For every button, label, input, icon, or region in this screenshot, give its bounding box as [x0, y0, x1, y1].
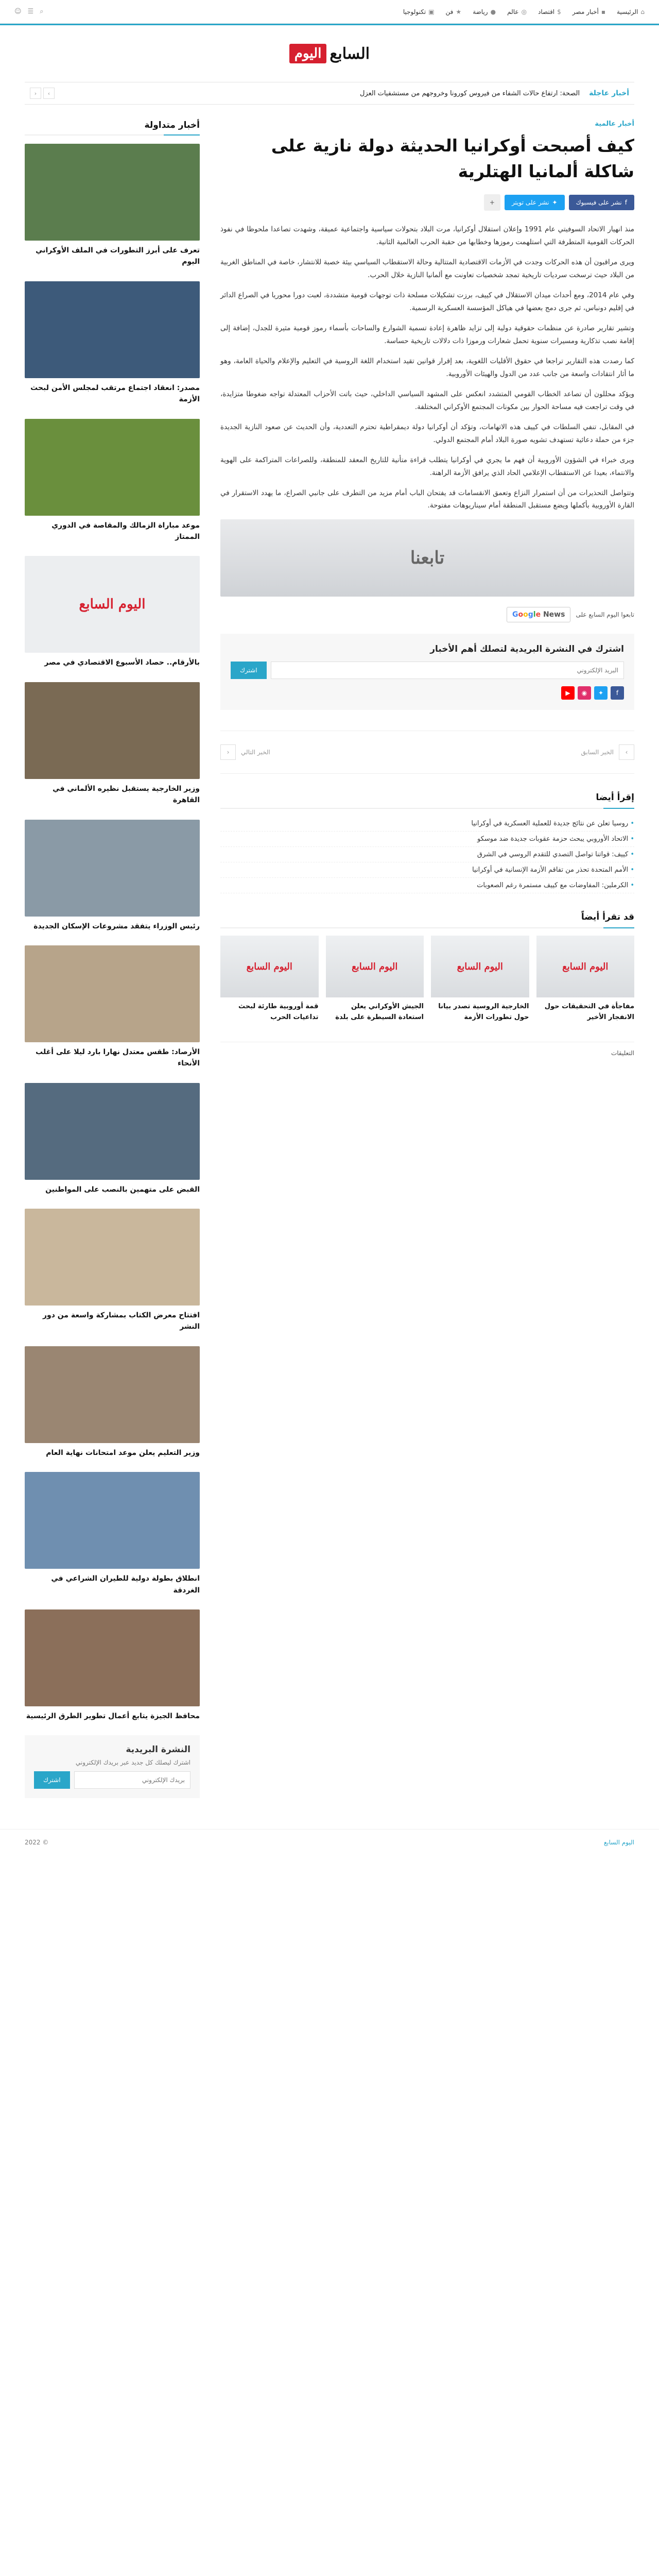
related-thumb-logo: اليوم السابع — [246, 961, 292, 972]
star-icon: ★ — [456, 8, 462, 15]
follow-banner-image[interactable] — [220, 519, 634, 597]
top-nav-item[interactable] — [617, 8, 645, 15]
top-nav-label: الرئيسية — [617, 8, 638, 15]
ticker-next-icon[interactable]: › — [43, 88, 55, 99]
footer-copyright: © 2022 — [25, 1839, 49, 1846]
newsletter-title: اشترك في النشرة البريدية لتصلك أهم الأخبار — [430, 644, 624, 655]
gnews-letter: G — [512, 611, 518, 619]
ticker-text[interactable]: الصحة: ارتفاع حالات الشفاء من فيروس كورونا وخروجهم من مستشفيات العزل — [359, 89, 580, 97]
sidebar-thumb — [25, 1609, 200, 1706]
related-title: الخارجية الروسية تصدر بيانا حول تطورات الأزمة — [438, 1003, 529, 1022]
read-also-list — [220, 816, 634, 893]
comments-section — [220, 1042, 634, 1160]
comments-label: التعليقات — [611, 1049, 634, 1057]
flag-icon: ▪ — [601, 8, 606, 15]
sidebar-subscribe-button[interactable]: اشترك — [34, 1771, 70, 1789]
main-column — [220, 120, 634, 1160]
ticker-arrows — [30, 88, 55, 99]
gnews-letter: o — [518, 611, 524, 619]
article-paragraph: منذ انهيار الاتحاد السوفيتي عام 1991 وإعلان استقلال أوكرانيا، مرت البلاد بتحولات سياسية واجتماعية عميقة، وشهدت تصاعدا ملحوظا في نفوذ الحركات القومية المتطرفة التي استلهمت رموزها وخطابها من حقبة الحرب العالمية الثانية. — [220, 225, 634, 246]
sidebar-item-title: رئيس الوزراء يتفقد مشروعات الإسكان الجديدة — [33, 922, 200, 930]
sidebar-newsletter-desc: اشترك ليصلك كل جديد عبر بريدك الإلكتروني — [75, 1759, 190, 1767]
menu-icon[interactable]: ☰ — [27, 8, 34, 15]
sidebar-item-title: محافظ الجيزة يتابع أعمال تطوير الطرق الرئيسية — [26, 1712, 200, 1721]
follow-banner-text: تابعنا — [410, 548, 445, 569]
top-nav-item[interactable] — [507, 8, 527, 15]
article-category[interactable]: أخبار عالمية — [595, 120, 634, 128]
twitter-icon[interactable]: ✦ — [594, 686, 608, 700]
sidebar-email-input[interactable] — [74, 1771, 190, 1789]
related-card[interactable] — [220, 936, 319, 1023]
sidebar-item[interactable] — [25, 144, 200, 268]
gnews-label: تابعوا اليوم السابع على — [576, 611, 634, 619]
related-thumb — [536, 936, 635, 997]
related-title: مفاجأة في التحقيقات حول الانفجار الأخير — [544, 1003, 634, 1022]
read-also-heading: إقرأ أيضا — [220, 792, 634, 809]
article-paragraph: كما رصدت هذه التقارير تراجعا في حقوق الأقليات اللغوية، بعد إقرار قوانين تقيد استخدام اللغة الروسية في التعليم والإعلام والحياة العامة، وهو ما أثار انتقادات واسعة من جانب عدد من الدول والهيئات الأوروبية. — [220, 357, 634, 378]
article-title: كيف أصبحت أوكرانيا الحديثة دولة نازية على شاكلة ألمانيا الهتلرية — [271, 135, 634, 181]
sidebar-item[interactable] — [25, 281, 200, 405]
read-also-item[interactable]: • الاتحاد الأوروبي يبحث حزمة عقوبات جديدة ضد موسكو — [220, 832, 634, 847]
share-twitter-button[interactable] — [505, 195, 565, 210]
share-bar — [220, 194, 634, 211]
money-icon: $ — [557, 8, 561, 15]
sidebar-item[interactable] — [25, 1472, 200, 1596]
article-paragraph: ويرى مراقبون أن هذه الحركات وجدت في الأزمات الاقتصادية المتتالية وحالة الاستقطاب السياسي بيئة خصبة للانتشار، خاصة في المناطق الغربية من البلاد حيث ترسخت سرديات تاريخية تمجد شخصيات تعاونت مع ألمانيا النازية خلال الحرب. — [220, 258, 634, 279]
twitter-icon: ✦ — [552, 199, 558, 206]
sidebar-item-title: انطلاق بطولة دولية للطيران الشراعي في الغردقة — [51, 1574, 200, 1595]
social-icons — [231, 686, 624, 700]
share-facebook-button[interactable] — [569, 195, 634, 210]
article-paragraph: وفي عام 2014، ومع أحداث ميدان الاستقلال في كييف، برزت تشكيلات مسلحة ذات توجهات قومية متشددة، لعبت دورا محوريا في الصراع الدائر في إقليم دونباس، ثم جرى دمج بعضها في هياكل المؤسسة العسكرية الرسمية. — [220, 291, 634, 312]
sidebar-thumb — [25, 820, 200, 917]
gnews-letter: o — [523, 611, 528, 619]
related-thumb — [431, 936, 529, 997]
sidebar-item[interactable] — [25, 682, 200, 806]
ball-icon: ● — [490, 8, 496, 15]
sidebar-thumb — [25, 144, 200, 241]
related-card[interactable] — [536, 936, 635, 1023]
prev-post-label: الخبر السابق — [581, 749, 614, 756]
sidebar-newsletter-form — [34, 1771, 190, 1789]
top-nav-label: فن — [445, 8, 454, 15]
top-nav — [403, 8, 645, 15]
related-thumb-logo: اليوم السابع — [352, 961, 398, 972]
gnews-letter: e — [535, 611, 541, 619]
read-also-item[interactable]: • الأمم المتحدة تحذر من تفاقم الأزمة الإنسانية في أوكرانيا — [220, 862, 634, 878]
logo-text-black: السابع — [330, 44, 370, 63]
share-more-button[interactable]: + — [484, 194, 500, 211]
ticker-label: أخبار عاجلة — [589, 89, 629, 97]
article-newsletter — [220, 634, 634, 710]
top-nav-label: رياضة — [473, 8, 488, 15]
related-thumb — [326, 936, 424, 997]
next-post-link[interactable] — [220, 744, 411, 760]
top-bar — [0, 0, 659, 24]
newsletter-form — [231, 662, 624, 679]
google-news-button[interactable] — [507, 607, 570, 622]
sidebar-item[interactable] — [25, 1609, 200, 1722]
chip-icon: ▣ — [428, 8, 435, 15]
related-heading: قد تقرأ أيضاً — [220, 912, 634, 928]
gnews-suffix: News — [543, 611, 565, 619]
sidebar-thumb — [25, 556, 200, 653]
related-thumb-logo: اليوم السابع — [562, 961, 609, 972]
related-card[interactable] — [431, 936, 529, 1023]
top-nav-label: تكنولوجيا — [403, 8, 426, 15]
sidebar-item[interactable] — [25, 1209, 200, 1333]
sidebar-item[interactable] — [25, 820, 200, 932]
home-icon: ⌂ — [640, 8, 645, 15]
sidebar-item-title: القبض على متهمين بالنصب على المواطنين — [45, 1185, 200, 1194]
top-nav-item[interactable] — [403, 8, 435, 15]
sidebar-item[interactable] — [25, 556, 200, 668]
sidebar-thumb — [25, 1209, 200, 1306]
user-icon[interactable]: ☺ — [14, 8, 22, 15]
related-thumb — [220, 936, 319, 997]
sidebar-item-title: وزير الخارجية يستقبل نظيره الألماني في القاهرة — [53, 784, 200, 805]
search-icon[interactable]: ⌕ — [40, 8, 44, 15]
sidebar-newsletter-title: النشرة البريدية — [126, 1744, 190, 1755]
site-footer — [0, 1829, 659, 1855]
site-logo[interactable] — [289, 44, 370, 63]
top-nav-label: أخبار مصر — [572, 8, 599, 15]
facebook-icon: f — [625, 199, 627, 206]
arrow-right-icon: › — [619, 744, 634, 760]
sidebar-thumb — [25, 1472, 200, 1569]
sidebar-item-title: افتتاح معرض الكتاب بمشاركة واسعة من دور النشر — [42, 1311, 200, 1331]
google-news-follow — [220, 607, 634, 622]
ticker-prev-icon[interactable]: ‹ — [30, 88, 41, 99]
sidebar-item-title: مصدر: انعقاد اجتماع مرتقب لمجلس الأمن لبحث الأزمة — [30, 383, 200, 404]
sidebar-item-title: الأرصاد: طقس معتدل نهارا بارد ليلا على أغلب الأنحاء — [36, 1047, 200, 1068]
read-also-item[interactable]: • الكرملين: المفاوضات مع كييف مستمرة رغم الصعوبات — [220, 878, 634, 893]
sidebar-item-title: وزير التعليم يعلن موعد امتحانات نهاية العام — [46, 1448, 200, 1457]
top-nav-label: عالم — [507, 8, 519, 15]
arrow-left-icon: ‹ — [220, 744, 236, 760]
top-nav-item[interactable] — [446, 8, 462, 15]
prev-post-link[interactable] — [444, 744, 634, 760]
sidebar-list — [25, 144, 200, 1722]
sidebar — [25, 120, 200, 1798]
related-card[interactable] — [326, 936, 424, 1023]
gnews-letter: g — [528, 611, 533, 619]
content-wrap — [25, 120, 634, 1798]
sidebar-item[interactable] — [25, 1083, 200, 1195]
sidebar-item[interactable] — [25, 1346, 200, 1459]
article-body — [220, 223, 634, 512]
sidebar-item-title: تعرف على أبرز التطورات في الملف الأوكراني اليوم — [36, 246, 200, 266]
site-header — [0, 25, 659, 82]
youtube-icon[interactable]: ▶ — [561, 686, 575, 700]
related-title: قمة أوروبية طارئة لبحث تداعيات الحرب — [238, 1003, 319, 1022]
gnews-letter: l — [533, 611, 536, 619]
logo-text-red: اليوم — [289, 44, 327, 63]
share-twitter-label: نشر على تويتر — [511, 199, 549, 206]
related-posts — [220, 936, 634, 1023]
facebook-icon[interactable]: f — [611, 686, 624, 700]
share-facebook-label: نشر على فيسبوك — [576, 199, 622, 206]
read-also-item[interactable]: • روسيا تعلن عن نتائج جديدة للعملية العسكرية في أوكرانيا — [220, 816, 634, 832]
sidebar-thumb — [25, 1083, 200, 1180]
sidebar-item-title: بالأرقام.. حصاد الأسبوع الاقتصادي في مصر — [44, 658, 200, 667]
newsletter-subscribe-button[interactable]: اشترك — [231, 662, 267, 679]
sidebar-item[interactable] — [25, 419, 200, 543]
footer-link[interactable]: اليوم السابع — [603, 1839, 634, 1846]
article-paragraph: ويرى خبراء في الشؤون الأوروبية أن فهم ما يجري في أوكرانيا يتطلب قراءة متأنية للتاريخ المعقد للمنطقة، وللصراعات المتراكمة على الهوية والانتماء، بعيدا عن الاستقطاب الإعلامي الحاد الذي يرافق الأزمة الراهنة. — [220, 455, 634, 477]
sidebar-thumb — [25, 1346, 200, 1443]
top-icons — [14, 8, 44, 15]
top-nav-item[interactable] — [573, 8, 605, 15]
sidebar-thumb — [25, 945, 200, 1042]
sidebar-item[interactable] — [25, 945, 200, 1070]
breaking-ticker — [25, 82, 634, 105]
sidebar-thumb-logo: اليوم السابع — [79, 597, 146, 613]
instagram-icon[interactable]: ◉ — [578, 686, 591, 700]
sidebar-newsletter — [25, 1735, 200, 1798]
sidebar-thumb — [25, 419, 200, 516]
post-navigation — [220, 731, 634, 774]
article-paragraph: ويؤكد محللون أن تصاعد الخطاب القومي المتشدد انعكس على المشهد السياسي الداخلي، حيث باتت الأحزاب المعتدلة تواجه ضغوطا متزايدة، في وقت تراجعت فيه مساحة الحوار بين مكونات المجتمع الأوكراني المختلفة. — [220, 389, 634, 411]
article-paragraph: وتتواصل التحذيرات من أن استمرار النزاع وتعمق الانقسامات قد يفتحان الباب أمام مزيد من التطرف على جانبي الصراع، ما يهدد الاستقرار في القارة الأوروبية بأكملها ويضع مستقبل المنطقة أمام سيناريوهات مفتوحة. — [220, 488, 634, 510]
top-nav-item[interactable] — [473, 8, 496, 15]
globe-icon: ◎ — [521, 8, 527, 15]
related-thumb-logo: اليوم السابع — [457, 961, 503, 972]
top-nav-label: اقتصاد — [538, 8, 555, 15]
sidebar-item-title: موعد مباراة الزمالك والمقاصة في الدوري الممتاز — [51, 521, 200, 541]
related-title: الجيش الأوكراني يعلن استعادة السيطرة على بلدة — [335, 1003, 424, 1022]
article-paragraph: وتشير تقارير صادرة عن منظمات حقوقية دولية إلى تزايد ظاهرة إعادة تسمية الشوارع والساحات بأسماء رموز قومية مثيرة للجدل، إضافة إلى إقامة نصب تذكارية ومسيرات سنوية تحمل شعارات ورموزا ذات دلالات تاريخية حساسة. — [220, 324, 634, 345]
sidebar-thumb — [25, 682, 200, 779]
read-also-item[interactable]: • كييف: قواتنا تواصل التصدي للتقدم الروسي في الشرق — [220, 847, 634, 862]
sidebar-thumb — [25, 281, 200, 378]
next-post-label: الخبر التالي — [241, 749, 270, 756]
article-paragraph: في المقابل، تنفي السلطات في كييف هذه الاتهامات، وتؤكد أن أوكرانيا دولة ديمقراطية تحترم التعددية، وأن الحديث عن صعود النازية الجديدة جزء من حملة دعائية تستهدف تشويه صورة البلاد أمام المجتمع الدولي. — [220, 422, 634, 444]
top-nav-item[interactable] — [538, 8, 561, 15]
sidebar-title: أخبار متداولة — [25, 120, 200, 135]
newsletter-email-input[interactable] — [271, 662, 624, 679]
